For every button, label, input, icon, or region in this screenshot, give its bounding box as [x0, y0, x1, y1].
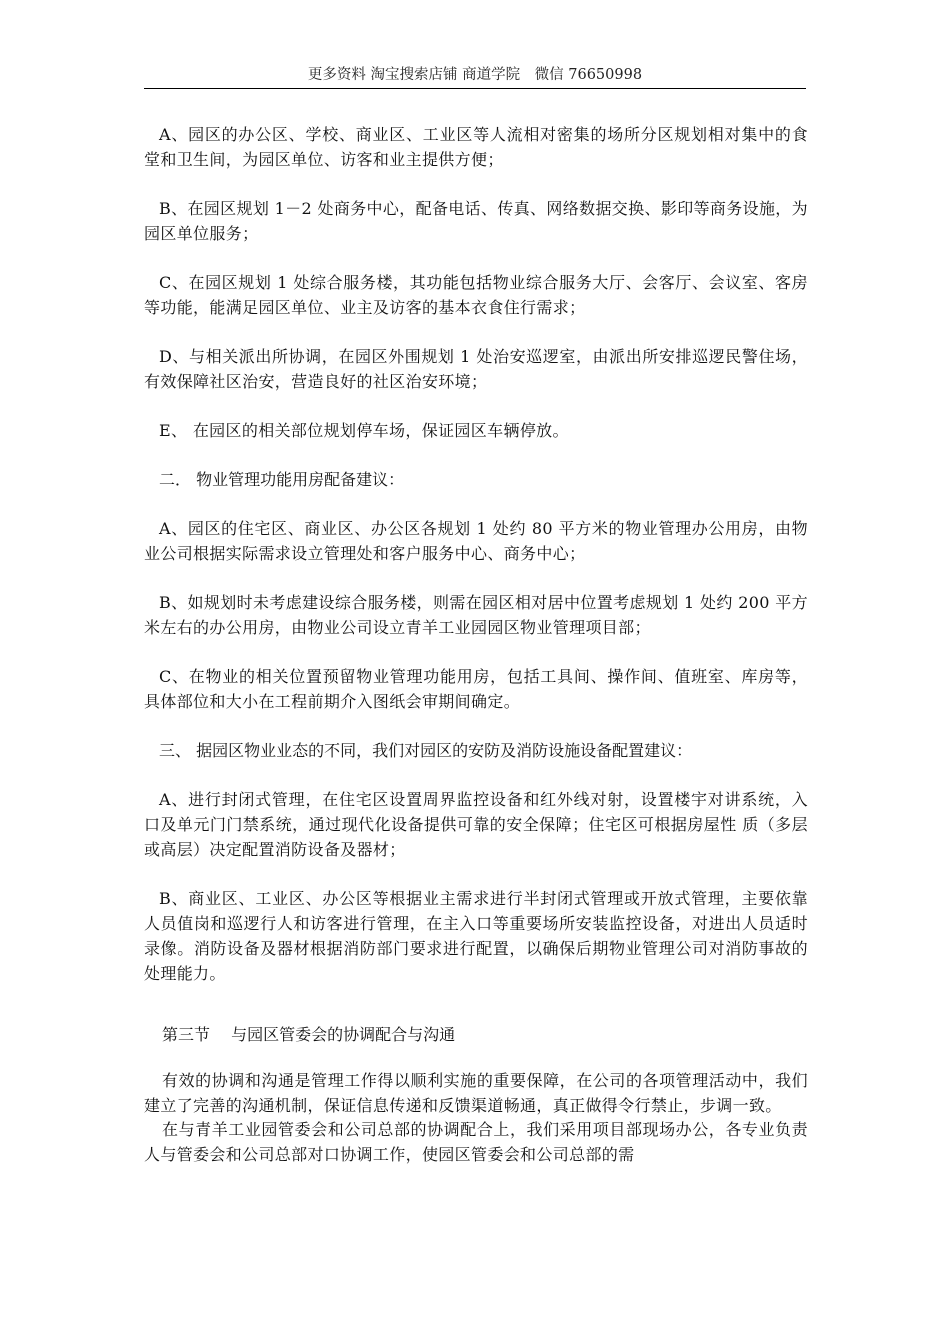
security-item-b: B、商业区、工业区、办公区等根据业主需求进行半封闭式管理或开放式管理，主要依靠人员值岗和巡逻行人和访客进行管理，在主入口等重要场所安装监控设备，对进出人员适时录像。消防设备及器材根据消防部门要求进行配置，以确保后期物业管理公司对消防事故的处理能力。: [144, 889, 808, 983]
facility-item-b: B、在园区规划 1－2 处商务中心，配备电话、传真、网络数据交换、影印等商务设施，为园区单位服务；: [144, 199, 808, 243]
chapter-title: 第三节 与园区管委会的协调配合与沟通: [162, 1025, 456, 1044]
facility-item-e: E、 在园区的相关部位规划停车场，保证园区车辆停放。: [159, 421, 569, 440]
facility-item-d: D、与相关派出所协调，在园区外围规划 1 处治安巡逻室，由派出所安排巡逻民警住场，有效保障社区治安，营造良好的社区治安环境；: [144, 347, 808, 391]
office-item-c: C、在物业的相关位置预留物业管理功能用房，包括工具间、操作间、值班室、库房等，具体部位和大小在工程前期介入图纸会审期间确定。: [144, 667, 808, 711]
office-item-a: A、园区的住宅区、商业区、办公区各规划 1 处约 80 平方米的物业管理办公用房，由物业公司根据实际需求设立管理处和客户服务中心、商务中心；: [144, 519, 808, 563]
header-text: 更多资料 淘宝搜索店铺 商道学院 微信 76650998: [307, 67, 643, 83]
facility-item-a: A、园区的办公区、学校、商业区、工业区等人流相对密集的场所分区规划相对集中的食堂和卫生间，为园区单位、访客和业主提供方便；: [144, 125, 808, 169]
section-3-heading: 三、 据园区物业业态的不同，我们对园区的安防及消防设施设备配置建议：: [159, 741, 693, 760]
document-body: [144, 122, 808, 1167]
facility-item-c: C、在园区规划 1 处综合服务楼，其功能包括物业综合服务大厅、会客厅、会议室、客房等功能，能满足园区单位、业主及访客的基本衣食住行需求；: [144, 273, 808, 317]
section-2-heading: 二． 物业管理功能用房配备建议：: [159, 470, 405, 489]
page-header: [144, 64, 806, 89]
body-paragraph-1: 有效的协调和沟通是管理工作得以顺利实施的重要保障，在公司的各项管理活动中，我们建立了完善的沟通机制，保证信息传递和反馈渠道畅通，真正做得令行禁止，步调一致。: [144, 1071, 808, 1115]
office-item-b: B、如规划时未考虑建设综合服务楼，则需在园区相对居中位置考虑规划 1 处约 200 平方米左右的办公用房，由物业公司设立青羊工业园园区物业管理项目部；: [144, 593, 808, 637]
security-item-a: A、进行封闭式管理，在住宅区设置周界监控设备和红外线对射，设置楼宇对讲系统，入口及单元门门禁系统，通过现代化设备提供可靠的安全保障；住宅区可根据房屋性 质（多层或高层）决定配置消防设备及器材；: [144, 790, 808, 859]
body-paragraph-2: 在与青羊工业园管委会和公司总部的协调配合上，我们采用项目部现场办公，各专业负责人与管委会和公司总部对口协调工作，使园区管委会和公司总部的需: [144, 1120, 808, 1164]
